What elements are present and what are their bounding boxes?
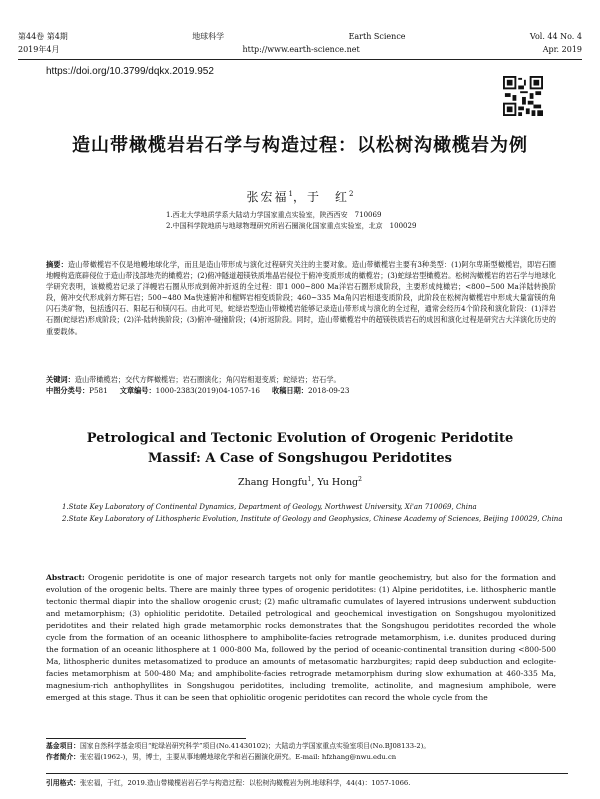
running-header [18, 30, 582, 56]
author-name: ，于 红 [293, 190, 350, 204]
keywords-text: 造山带橄榄岩；交代方辉橄榄岩；岩石圈演化；角闪岩相退变质；蛇绿岩；岩石学。 [74, 375, 341, 384]
affiliations-english [62, 501, 563, 525]
received-label: 收稿日期： [272, 386, 308, 395]
author-affil-mark: 1 [288, 190, 293, 198]
citation-rule [46, 773, 568, 774]
abstract-chinese [46, 259, 556, 337]
article-no-value: 1000-2383(2019)04-1057-16 [155, 386, 261, 395]
citation-label: 引用格式： [46, 779, 80, 787]
funding-text: 国家自然科学基金项目“蛇绿岩研究科学”项目(No.41430102)；大陆动力学国家重点实验室项目(No.BJ08133-2)。 [79, 742, 431, 750]
abstract-text: 造山带橄榄岩不仅是地幔地球化学，而且是造山带形成与演化过程研究关注的主要对象。造山带橄榄岩主要有3种类型：(1)阿尔卑斯型橄榄岩，即岩石圈地幔构造底辟侵位于造山带浅部地壳的橄榄岩；(2)俯冲隧道超镁铁质堆晶岩侵位于俯冲变质形成的橄榄岩；(3)蛇绿岩型橄榄岩。松树沟橄榄岩的岩石学与地球化学研究表明，该橄榄岩记录了洋幔岩石圈从形成到俯冲折返的全过程：即1 000~800 Ma洋岩石圈形成阶段，主要形成纯橄岩；<800~500 Ma洋陆转换阶段，俯冲交代形成斜方辉石岩；500~480 Ma快速俯冲和榴辉岩相变质阶段；460~335 Ma角闪岩相退变质阶段，此阶段在松树沟橄榄岩中形成大量富镁的角闪石类矿物，包括透闪石、阳起石和镁闪石。由此可见，蛇绿岩型造山带橄榄岩能够记录造山带形成与演化的全过程，通常会经历4个阶段和演化阶段：(1)洋岩石圈(蛇绿岩)形成阶段；(2)洋-陆转换阶段；(3)俯冲-碰撞阶段；(4)折返阶段。同时，造山带橄榄岩中的超镁铁质岩石的成因和演化过程是研究古大洋演化历史的重要载体。 [46, 260, 556, 336]
header-volume-cn: 第44卷 第4期 [18, 32, 68, 41]
affiliation-line: 1.State Key Laboratory of Continental Dynamics, Department of Geology, Northwest University, Xi'an 710069, China [62, 503, 477, 511]
footnotes [46, 741, 566, 763]
qr-code-icon [503, 76, 543, 116]
abstract-label: 摘要： [46, 260, 68, 269]
author-info-text: 张宏福(1962-)，男，博士，主要从事地幔地球化学和岩石圈演化研究。E-mail: hfzhang@nwu.edu.cn [79, 753, 397, 761]
author-info-label: 作者简介： [46, 753, 80, 761]
clc-value: P581 [89, 386, 108, 395]
author-name: Zhang Hongfu [238, 477, 308, 489]
affiliations-chinese [166, 210, 416, 232]
funding-label: 基金项目： [46, 742, 80, 750]
author-affil-mark: 2 [349, 190, 354, 198]
abstract-text: Orogenic peridotite is one of major research targets not only for mantle geochemistry, but also for the formation and evolution of the orogenic belts. There are mainly three types of orogenic peridotites: (1) Alpine peridotites, i.e. lithospheric mantle tectonic thermal diapir into the shallow orogenic crust; (2) mafic ultramafic cumulates of layered intrusions underwent subduction and metamorphism; (3) ophiolitic peridotite. Detailed petrological and geochemical investigation on Songshugou myolonitized peridotites and their related high grade metamorphic rocks demonstrates that the Songshugou peridotites recorded the whole cycle from the formation of an oceanic lithosphere to amphibolite-facies retrograde metamorphism, i.e. dunites produced during the formation of an oceanic lithosphere at 1 000-800 Ma, followed by the period of oceanic-continental transition during <800-500 Ma, lithospheric dunites metasomatized to produce an amounts of metasomatic harzburgites; rapid deep subduction and eclogite-facies metamorphism at 500-480 Ma; and amphibolite-facies retrograde metamorphism during slow exhumation at 460-335 Ma, magnesium-rich anthophyllites in Songshugou peridotites, including tremolite, actinolite, and magnesium amphibole, were emerged at this stage. Thus it can be seen that ophiolitic orogenic peridotites can record the whole cycle from the [46, 573, 556, 702]
keywords-label: 关键词： [46, 375, 75, 384]
title-english-line: Petrological and Tectonic Evolution of Orogenic Peridotite [86, 431, 514, 446]
author-affil-mark: 2 [358, 476, 362, 483]
title-chinese: 造山带橄榄岩岩石学与构造过程：以松树沟橄榄岩为例 [72, 135, 528, 156]
author-name: 张宏福 [246, 190, 289, 204]
footnote-rule [46, 738, 246, 739]
affiliation-line: 1.西北大学地质学系大陆动力学国家重点实验室，陕西西安 710069 [166, 211, 382, 219]
title-english [0, 429, 600, 469]
abstract-english [46, 572, 556, 704]
affiliation-line: 2.中国科学院地质与地球物理研究所岩石圈演化国家重点实验室，北京 100029 [166, 222, 417, 230]
article-no-label: 文章编号： [119, 386, 156, 395]
author-name: , Yu Hong [311, 477, 359, 489]
abstract-label: Abstract: [46, 573, 85, 582]
header-rule [18, 59, 582, 60]
citation-text: 张宏福，于红，2019.造山带橄榄岩岩石学与构造过程：以松树沟橄榄岩为例.地球科学，44(4)：1057-1066. [79, 779, 411, 787]
title-english-line: Massif: A Case of Songshugou Peridotites [148, 451, 452, 466]
article-meta-chinese [46, 374, 556, 396]
authors-chinese [0, 188, 600, 205]
author-affil-mark: 1 [307, 476, 312, 483]
affiliation-line: 2.State Key Laboratory of Lithospheric Evolution, Institute of Geology and Geophysics, Chinese Academy of Sciences, Beijing 100029, China [62, 515, 563, 523]
clc-label: 中图分类号： [46, 386, 90, 395]
authors-english [0, 476, 600, 488]
header-volume-en: Vol. 44 No. 4 [529, 32, 582, 41]
header-journal-cn: 地球科学 [192, 32, 225, 41]
doi-link[interactable]: https://doi.org/10.3799/dqkx.2019.952 [46, 66, 214, 77]
header-date-cn: 2019年4月 [18, 45, 60, 54]
citation [46, 777, 566, 787]
received-value: 2018-09-23 [307, 386, 350, 395]
header-journal-en: Earth Science [348, 32, 406, 41]
header-url[interactable]: http://www.earth-science.net [242, 45, 360, 54]
header-date-en: Apr. 2019 [542, 45, 582, 54]
